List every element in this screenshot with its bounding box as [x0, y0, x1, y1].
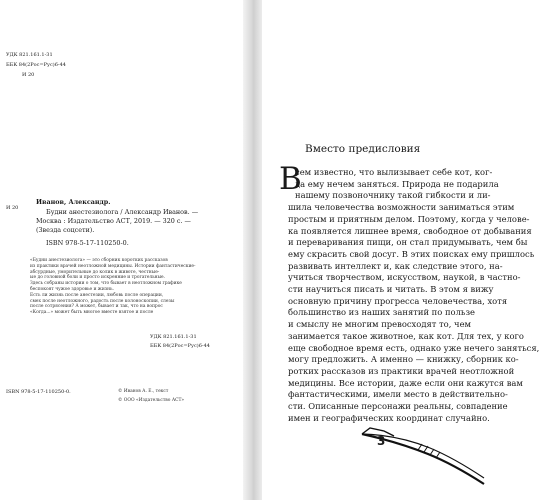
body-line: медицины. Все истории, даже если они кажутся вам — [288, 377, 523, 388]
body-line: большинство из наших занятий по пользе — [288, 307, 475, 318]
page-number: 3 — [377, 434, 386, 448]
body-line: шила человечества возможности заниматься этим — [288, 202, 515, 213]
body-line: ему скрасить свой досуг. В этих поисках ему пришлось — [288, 248, 535, 259]
annotation-line: абсурдные, уморительные до колик в животе, честные- — [30, 269, 160, 275]
author-heading: Иванов, Александр. — [36, 198, 111, 206]
body-text — [288, 167, 539, 424]
catalog-line-3: (Звезда соцсети). — [36, 226, 95, 234]
isbn-bottom: ISBN 978-5-17-110250-0. — [6, 389, 71, 395]
body-line: могу предложить. А именно — книжку, сборник ко- — [288, 354, 519, 365]
body-line: сти научиться писать и читать. В этом я вижу — [288, 284, 494, 295]
book-gutter — [243, 0, 262, 500]
udk-code: УДК 821.161.1-31 — [6, 52, 53, 58]
body-line: занимается такое животное, как кот. Для тех, у кого — [288, 330, 524, 341]
annotation-line: беспокоят чужое здоровье и жизнь. — [30, 286, 114, 292]
copyright-publisher: © ООО «Издательство АСТ» — [118, 398, 185, 403]
annotation-line: «Будни анестезиолога» — это сборник коротких рассказов — [30, 258, 168, 263]
left-page — [0, 0, 243, 500]
body-line: и переваривания пищи, он стал придумывать, чем бы — [288, 237, 528, 248]
body-line: основную причину прогресса человечества, хотя — [288, 295, 508, 306]
body-line: сти. Описанные персонажи реальны, совпадение — [288, 401, 508, 412]
body-line: нашему позвоночнику такой гибкости и ли- — [295, 190, 491, 201]
chapter-title: Вместо предисловия — [305, 143, 421, 155]
annotation-line: ые до головной боли и просто искренние и трогательные. — [30, 275, 166, 281]
annotation-line: «Когда...» может быть многое вместе взятое и после — [30, 310, 154, 316]
annotation-block — [30, 258, 230, 316]
body-line: простым и приятным делом. Поэтому, когда у челове- — [288, 213, 530, 224]
body-line: ротких рассказов из практики врачей неотложной — [288, 365, 515, 376]
body-line: имен и географических координат случайно. — [288, 412, 490, 423]
author-index-side: И 20 — [6, 205, 19, 211]
annotation-line: из практики врачей неотложной медицины. Истории фантастические- — [30, 263, 196, 269]
scalpel-icon — [358, 412, 488, 491]
annotation-line: Здесь собраны истории о том, что бывает в неотложном графике — [30, 281, 182, 287]
drop-cap: В — [279, 161, 302, 197]
annotation-line: после сотрясения? А может, бывает и так, что на вопрос — [30, 304, 163, 310]
body-line: фантастическими, имели место в действительно- — [288, 389, 508, 400]
body-line: и смыслу не многим превосходят то, чем — [288, 319, 472, 330]
body-line: ка появляется лишнее время, свободное от добывания — [288, 225, 532, 236]
isbn-small: ISBN 978-5-17-110250-0. — [46, 239, 129, 247]
body-line: еще свободное время есть, однако уже нечего заняться, — [288, 342, 539, 353]
author-index-top: И 20 — [22, 72, 35, 78]
bbk-code-bottom: ББК 84(2Рос=Рус)6-44 — [150, 343, 210, 349]
udk-code-bottom: УДК 821.161.1-31 — [150, 334, 197, 340]
annotation-line: смех после неотложного, радость после колоноскопии, слезы — [30, 298, 175, 304]
annotation-line: Есть ли жизнь после анестезии, любовь после операции, — [30, 292, 164, 298]
body-line: сем известно, что вылизывает себе кот, ког- — [295, 167, 493, 177]
copyright-author: © Иванов А. Е., текст — [118, 389, 169, 394]
catalog-line-2: Москва : Издательство АСТ, 2019. — 320 с. — — [36, 217, 191, 225]
body-line: развивать интеллект и, как следствие этого, на- — [288, 260, 503, 271]
body-line: учиться творчеством, искусством, наукой, в частно- — [288, 272, 521, 283]
bbk-code: ББК 84(2Рос=Рус)6-44 — [6, 62, 66, 68]
body-line: да ему нечем заняться. Природа не подарила — [295, 178, 499, 189]
catalog-line-1: Будни анестезиолога / Александр Иванов. — — [46, 208, 199, 216]
